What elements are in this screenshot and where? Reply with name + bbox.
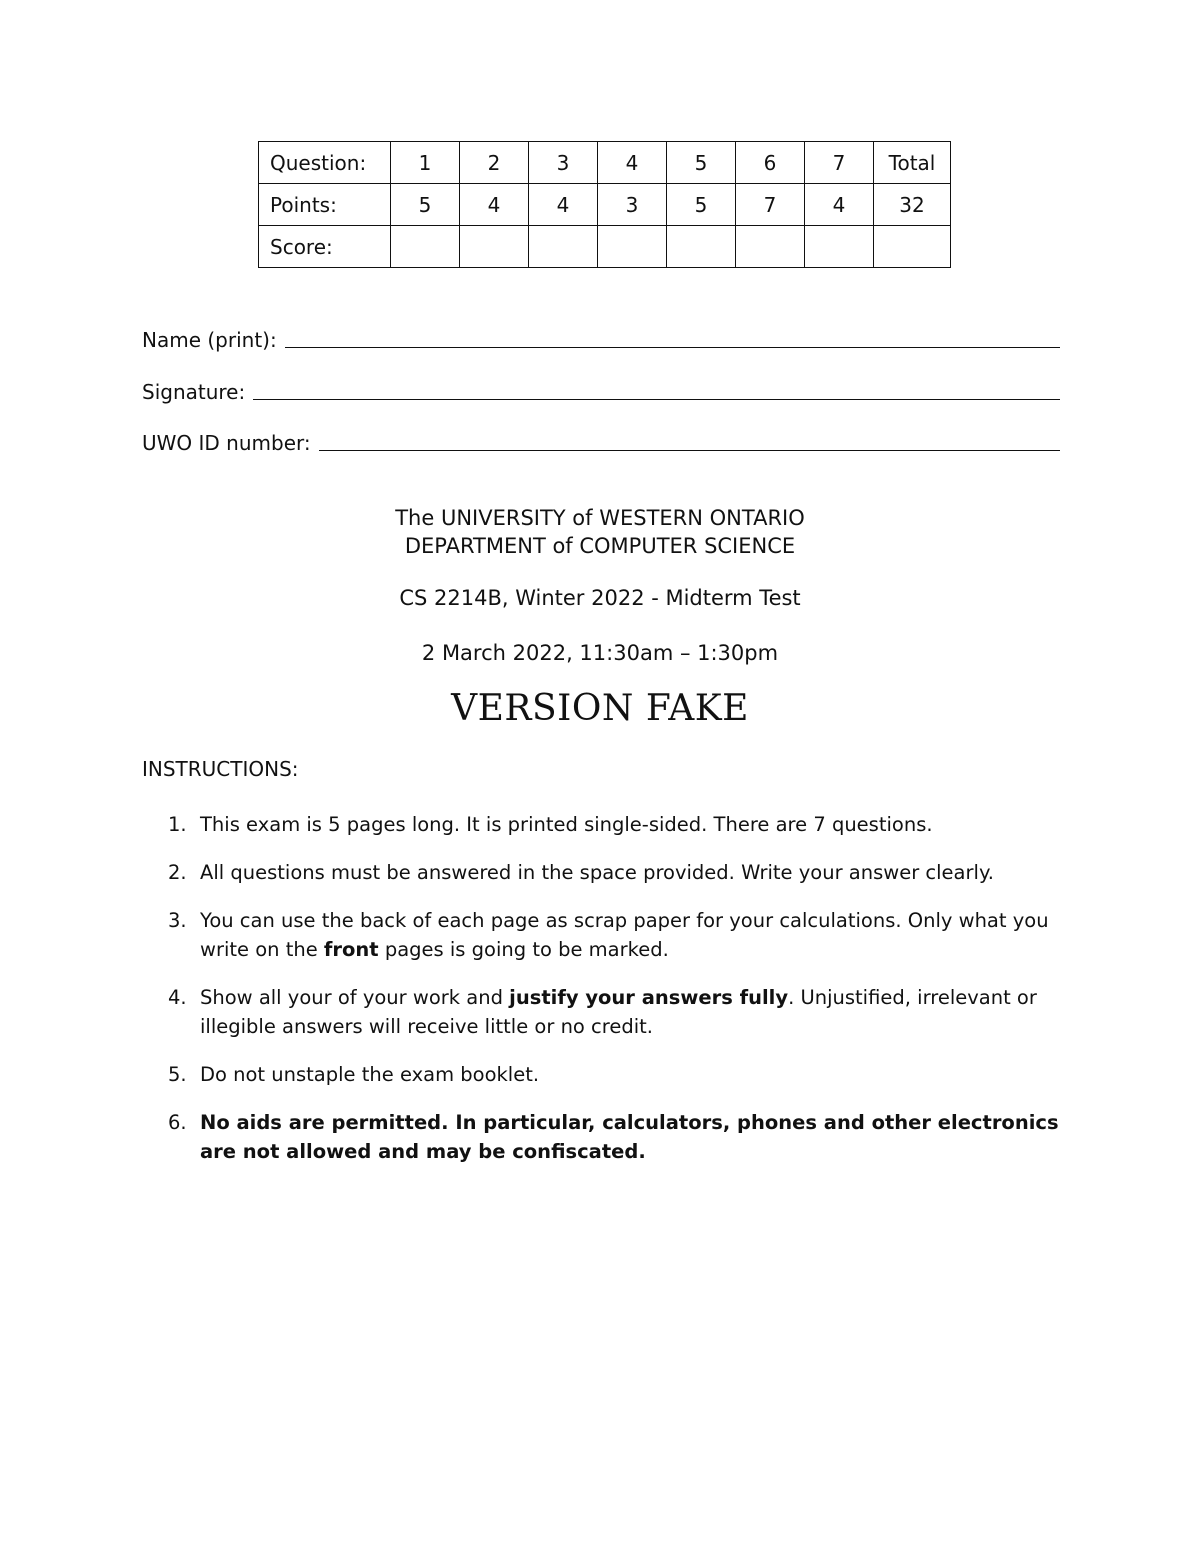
question-number: 4 [598, 142, 667, 184]
instruction-number: 4. [168, 986, 187, 1009]
points-row [259, 184, 951, 226]
instruction-item [142, 1060, 1060, 1089]
score-cell[interactable] [460, 226, 529, 268]
points-value: 4 [529, 184, 598, 226]
id-field [142, 429, 1060, 455]
question-number: 3 [529, 142, 598, 184]
question-row [259, 142, 951, 184]
department-heading: DEPARTMENT of COMPUTER SCIENCE [404, 534, 796, 558]
instruction-text: Do not unstaple the exam booklet. [200, 1063, 540, 1086]
score-cell[interactable] [805, 226, 874, 268]
points-label: Points: [259, 184, 391, 226]
signature-label: Signature: [142, 380, 246, 404]
signature-field [142, 378, 1060, 404]
points-value: 5 [667, 184, 736, 226]
points-value: 7 [736, 184, 805, 226]
instruction-number: 2. [168, 861, 187, 884]
id-label: UWO ID number: [142, 431, 311, 455]
score-cell[interactable] [391, 226, 460, 268]
score-row [259, 226, 951, 268]
question-number: 7 [805, 142, 874, 184]
instruction-item [142, 1108, 1060, 1166]
question-number: 1 [391, 142, 460, 184]
signature-line[interactable] [253, 399, 1060, 400]
total-header: Total [874, 142, 951, 184]
score-total-cell[interactable] [874, 226, 951, 268]
instruction-item [142, 906, 1060, 964]
score-cell[interactable] [598, 226, 667, 268]
exam-date: 2 March 2022, 11:30am – 1:30pm [421, 641, 779, 665]
name-field [142, 326, 1060, 352]
instruction-text: This exam is 5 pages long. It is printed single-sided. There are 7 questions. [200, 813, 933, 836]
instruction-item [142, 983, 1060, 1041]
instruction-emphasis: front [323, 938, 379, 961]
id-line[interactable] [319, 450, 1060, 451]
instruction-text: All questions must be answered in the space provided. Write your answer clearly. [200, 861, 994, 884]
version-title: VERSION FAKE [451, 688, 749, 729]
points-value: 3 [598, 184, 667, 226]
instruction-number: 1. [168, 813, 187, 836]
score-cell[interactable] [529, 226, 598, 268]
instruction-text: pages is going to be marked. [378, 938, 669, 961]
instruction-number: 5. [168, 1063, 187, 1086]
instruction-item [142, 810, 1060, 839]
score-cell[interactable] [667, 226, 736, 268]
instruction-number: 6. [168, 1111, 187, 1134]
instruction-text: Show all your of your work and [200, 986, 510, 1009]
score-cell[interactable] [736, 226, 805, 268]
instruction-number: 3. [168, 909, 187, 932]
university-heading: The UNIVERSITY of WESTERN ONTARIO [395, 506, 805, 530]
instruction-emphasis: justify your answers fully [509, 986, 789, 1009]
question-number: 6 [736, 142, 805, 184]
points-value: 4 [460, 184, 529, 226]
instructions-list [142, 810, 1060, 1185]
instruction-item [142, 858, 1060, 887]
course-title: CS 2214B, Winter 2022 - Midterm Test [399, 586, 801, 610]
question-label: Question: [259, 142, 391, 184]
name-label: Name (print): [142, 328, 277, 352]
score-label: Score: [259, 226, 391, 268]
question-number: 2 [460, 142, 529, 184]
instruction-text: You can use the back of each page as scrap paper for your calculations. Only what you write on the [200, 909, 1049, 961]
points-value: 5 [391, 184, 460, 226]
instruction-text: . Unjustified, irrelevant or illegible answers will receive little or no credit. [200, 986, 1037, 1038]
instructions-title: INSTRUCTIONS: [142, 757, 299, 781]
name-line[interactable] [285, 347, 1060, 348]
score-table [258, 141, 951, 268]
points-value: 4 [805, 184, 874, 226]
question-number: 5 [667, 142, 736, 184]
points-total: 32 [874, 184, 951, 226]
instruction-emphasis: No aids are permitted. In particular, calculators, phones and other electronics are not allowed and may be confiscated. [200, 1111, 1059, 1163]
